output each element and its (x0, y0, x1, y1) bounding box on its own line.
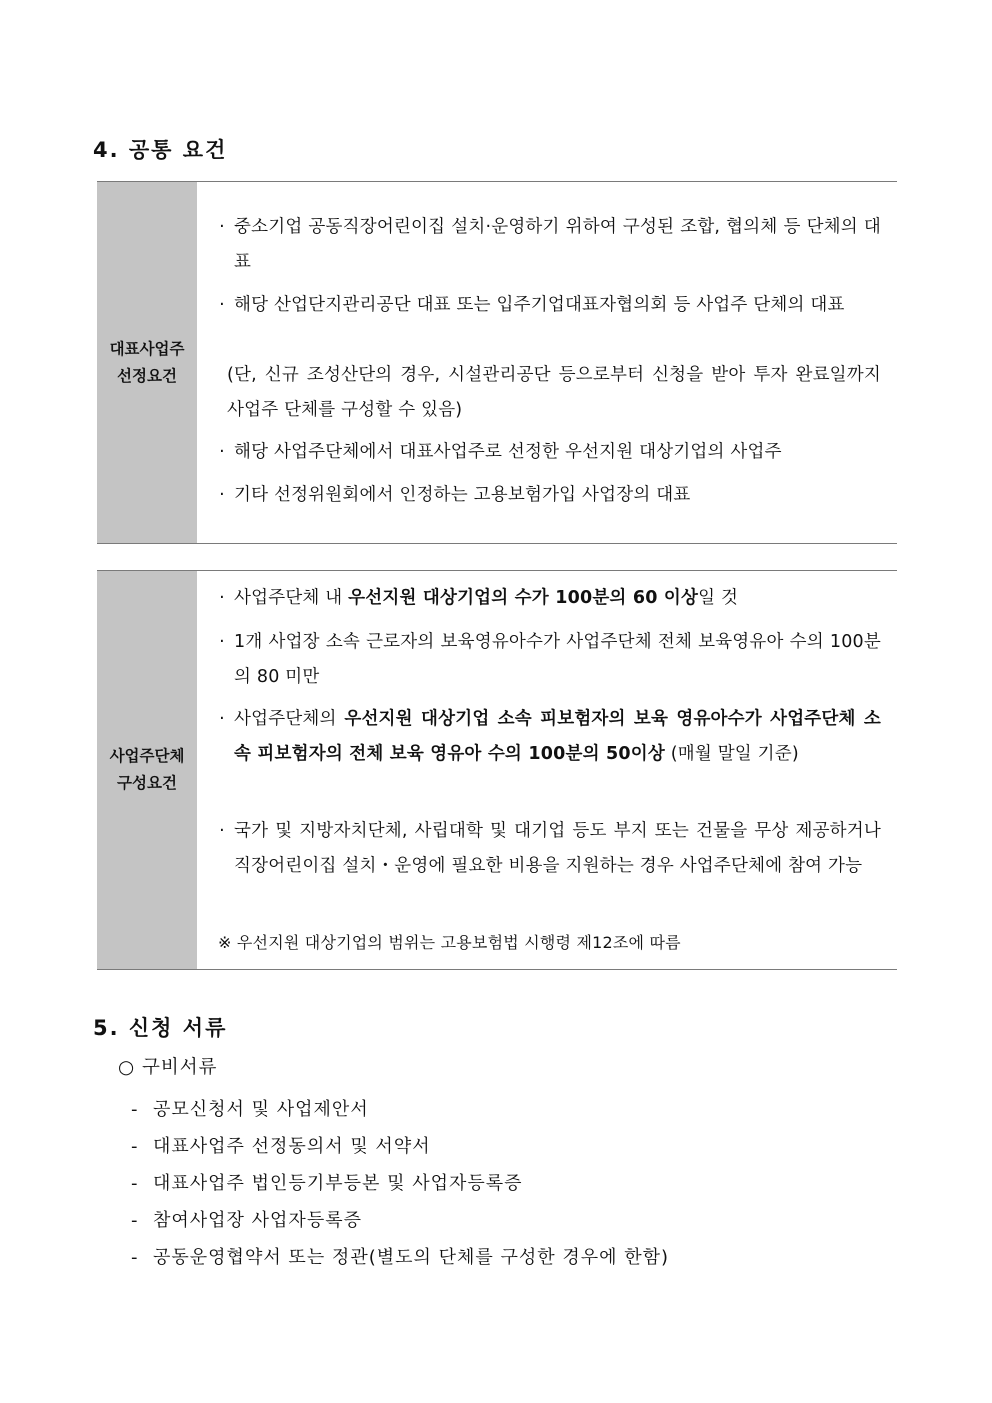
list-item (131, 1239, 669, 1276)
bullet-icon: · (219, 485, 225, 505)
requirement-text: 해당 사업주단체에서 대표사업주로 선정한 우선지원 대상기업의 사업주 (234, 442, 782, 462)
dash-icon: - (131, 1099, 139, 1120)
requirement-text: 기타 선정위원회에서 인정하는 고용보험가입 사업장의 대표 (234, 485, 691, 505)
requirement-item (197, 478, 881, 513)
bullet-icon: · (219, 217, 225, 237)
document-name: 참여사업장 사업자등록증 (153, 1210, 362, 1231)
requirement-text: 해당 산업단지관리공단 대표 또는 입주기업대표자협의회 등 사업주 단체의 대표 (234, 295, 845, 315)
bullet-icon: · (219, 632, 225, 652)
dash-icon: - (131, 1247, 139, 1268)
list-item (131, 1202, 669, 1239)
requirement-text (197, 702, 881, 771)
section-5-title: 5. 신청 서류 (93, 1016, 228, 1040)
bullet-icon: · (219, 709, 225, 729)
document-name: 공모신청서 및 사업제안서 (153, 1099, 369, 1120)
box-label-employer-group: 사업주단체 구성요건 (97, 571, 197, 969)
list-item (131, 1091, 669, 1128)
required-documents-list (131, 1091, 669, 1276)
requirement-text-post: 일 것 (698, 588, 739, 608)
requirement-text-bold: 우선지원 대상기업 소속 피보험자의 보육 영유아수가 사업주단체 소속 피보험자의 전체 보육 영유아 수의 100분의 50이상 (234, 709, 881, 764)
requirement-text: (단, 신규 조성산단의 경우, 시설관리공단 등으로부터 신청을 받아 투자 완료일까지 사업주 단체를 구성할 수 있음) (227, 365, 881, 420)
dash-icon: - (131, 1173, 139, 1194)
requirement-text-post: (매월 말일 기준) (664, 743, 799, 764)
requirement-text-pre: 사업주단체 내 (234, 588, 349, 608)
requirement-text-bold: 우선지원 대상기업의 수가 100분의 60 이상 (348, 588, 699, 608)
list-item (131, 1128, 669, 1165)
bullet-icon: · (219, 821, 225, 841)
employer-group-requirements-box (97, 570, 897, 970)
dash-icon: - (131, 1136, 139, 1157)
eligibility-note: ※ 우선지원 대상기업의 범위는 고용보험법 시행령 제12조에 따름 (218, 933, 681, 952)
bullet-icon: · (219, 442, 225, 462)
requirement-item (197, 210, 881, 279)
required-documents-heading: ○ 구비서류 (118, 1057, 218, 1078)
representative-employer-requirements-box (97, 181, 897, 544)
requirement-text: 중소기업 공동직장어린이집 설치·운영하기 위하여 구성된 조합, 협의체 등 단체의 대표 (234, 217, 881, 272)
list-item (131, 1165, 669, 1202)
requirement-item (197, 625, 881, 694)
requirement-text: 1개 사업장 소속 근로자의 보육영유아수가 사업주단체 전체 보육영유아 수의 100분의 80 미만 (234, 632, 881, 687)
requirement-item (197, 435, 881, 470)
bullet-icon: · (219, 588, 225, 608)
document-name: 공동운영협약서 또는 정관(별도의 단체를 구성한 경우에 한함) (153, 1247, 670, 1268)
requirement-item (197, 288, 881, 323)
requirement-text (197, 581, 881, 616)
box-body-employer-group (197, 571, 897, 969)
bullet-icon: · (219, 295, 225, 315)
section-4-title: 4. 공통 요건 (93, 138, 228, 162)
requirement-text: 국가 및 지방자치단체, 사립대학 및 대기업 등도 부지 또는 건물을 무상 제공하거나 직장어린이집 설치・운영에 필요한 비용을 지원하는 경우 사업주단체에 참여 가능 (234, 821, 881, 876)
document-name: 대표사업주 선정동의서 및 서약서 (153, 1136, 431, 1157)
requirement-item (197, 814, 881, 883)
box-label-representative-employer: 대표사업주 선정요건 (97, 182, 197, 543)
requirement-item (197, 581, 881, 616)
document-name: 대표사업주 법인등기부등본 및 사업자등록증 (153, 1173, 523, 1194)
requirement-note-item (197, 358, 881, 427)
dash-icon: - (131, 1210, 139, 1231)
requirement-item (197, 702, 881, 771)
box-body-representative-employer (197, 182, 897, 543)
requirement-text-pre: 사업주단체의 (234, 709, 345, 729)
